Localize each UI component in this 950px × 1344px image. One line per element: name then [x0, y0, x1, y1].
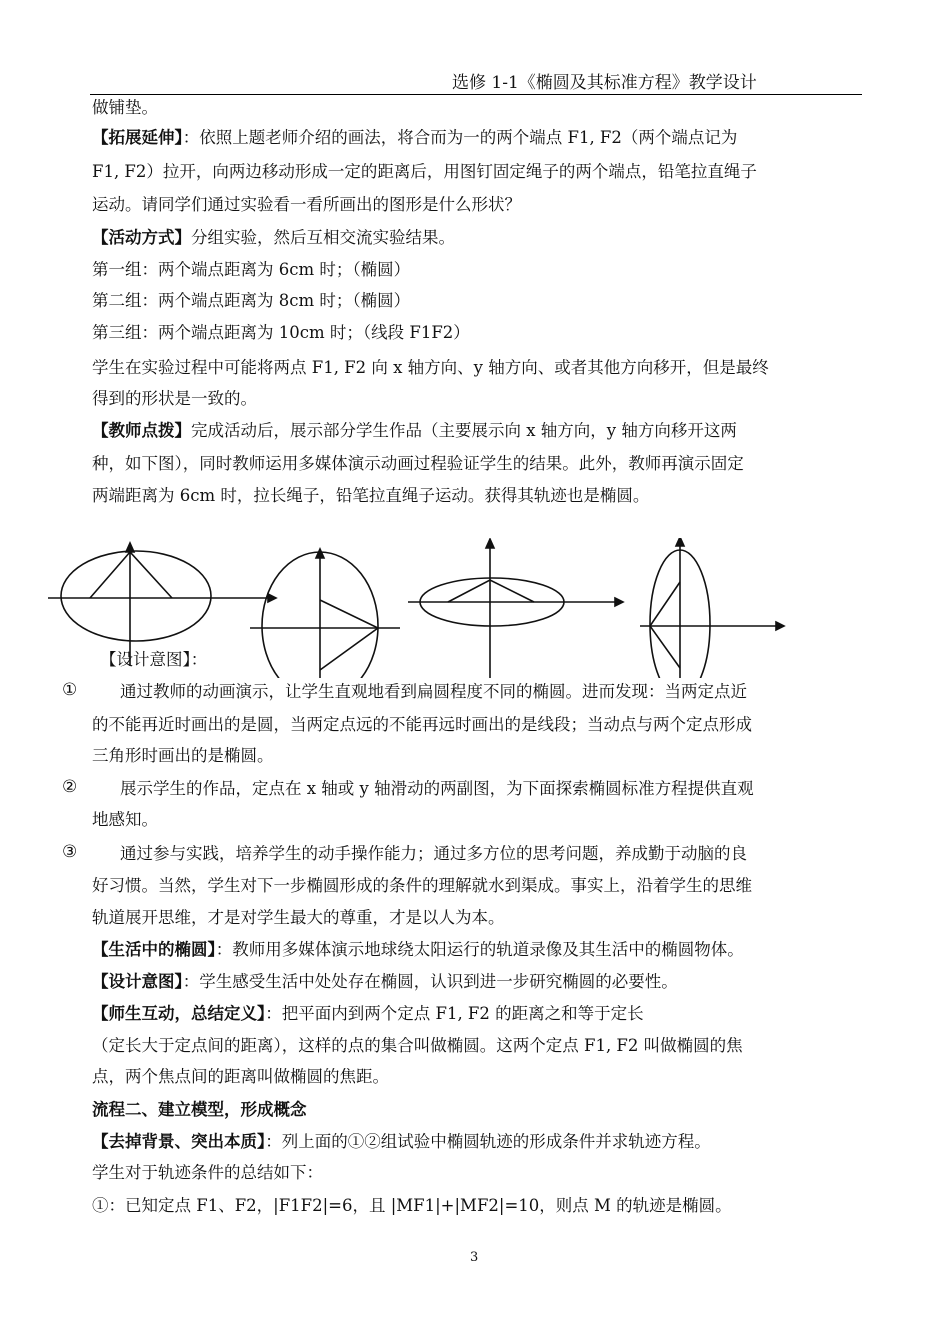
list-marker-1: ① [62, 680, 78, 700]
text-line: 种，如下图），同时教师运用多媒体演示动画过程验证学生的结果。此外，教师再演示固定 [92, 454, 744, 473]
figure-vertical-ellipse [250, 549, 400, 678]
text-span: ：学生感受生活中处处存在椭圆，认识到进一步研究椭圆的必要性。 [182, 972, 678, 991]
y-axis-arrow [676, 538, 684, 546]
text-line: 第二组：两个端点距离为 8cm 时；（椭圆） [92, 291, 411, 310]
text-line: 得到的形状是一致的。 [92, 389, 257, 408]
text-span: ：把平面内到两个定点 F1, F2 的距离之和等于定长 [265, 1004, 644, 1023]
text-line: ①：已知定点 F1、F2，|F1F2|=6，且 |MF1|+|MF2|=10，则点 M 的轨迹是椭圆。 [92, 1196, 732, 1215]
section-label: 【设计意图】 [92, 972, 183, 991]
text-line [92, 228, 455, 248]
text-line: （定长大于定点间的距离），这样的点的集合叫做椭圆。这两个定点 F1, F2 叫做椭圆的焦 [92, 1036, 743, 1055]
string-triangle [320, 600, 378, 670]
figure-narrow-ellipse [640, 538, 784, 678]
text-span: ：教师用多媒体演示地球绕太阳运行的轨道录像及其生活中的椭圆物体。 [215, 940, 744, 959]
y-axis-arrow [486, 539, 494, 548]
text-line: 第三组：两个端点距离为 10cm 时；（线段 F1F2） [92, 323, 470, 342]
text-line [92, 421, 737, 441]
text-line: 好习惯。当然，学生对下一步椭圆形成的条件的理解就水到渠成。事实上，沿着学生的思维 [92, 876, 752, 895]
text-span: ：依照上题老师介绍的画法，将合而为一的两个端点 F1, F2（两个端点记为 [182, 128, 738, 147]
ellipse [61, 551, 211, 641]
x-axis-arrow [615, 598, 623, 606]
section-label: 【去掉背景、突出本质】 [92, 1132, 266, 1151]
text-line: 两端距离为 6cm 时，拉长绳子，铅笔拉直绳子运动。获得其轨迹也是椭圆。 [92, 486, 650, 505]
text-line: 通过参与实践，培养学生的动手操作能力；通过多方位的思考问题，养成勤于动脑的良 [120, 844, 747, 863]
string-triangle [650, 582, 680, 668]
text-line: 展示学生的作品，定点在 x 轴或 y 轴滑动的两副图，为下面探索椭圆标准方程提供直观 [120, 779, 754, 798]
list-marker-2: ② [62, 777, 78, 797]
text-line [92, 1132, 711, 1152]
x-axis-arrow [776, 622, 784, 630]
text-line: F1, F2）拉开，向两边移动形成一定的距离后，用图钉固定绳子的两个端点，铅笔拉直绳子 [92, 162, 757, 181]
header-rule [90, 94, 862, 95]
figure-flat-ellipse [408, 539, 623, 678]
text-line [92, 940, 744, 960]
section-label: 【生活中的椭圆】 [92, 940, 216, 959]
header-title: 选修 1-1《椭圆及其标准方程》教学设计 [452, 73, 757, 93]
section-heading: 流程二、建立模型，形成概念 [92, 1100, 307, 1119]
text-line [92, 972, 678, 992]
text-line: 三角形时画出的是椭圆。 [92, 746, 274, 765]
section-label: 【师生互动，总结定义】 [92, 1004, 266, 1023]
design-intent-heading: 【设计意图】： [100, 650, 208, 669]
text-line: 的不能再近时画出的是圆，当两定点远的不能再远时画出的是线段；当动点与两个定点形成 [92, 715, 752, 734]
string-triangle [448, 580, 534, 602]
list-marker-3: ③ [62, 842, 78, 862]
section-label: 【教师点拨】 [92, 421, 191, 440]
string-triangle [90, 552, 172, 598]
text-line: 第一组：两个端点距离为 6cm 时；（椭圆） [92, 260, 411, 279]
text-span: 完成活动后，展示部分学生作品（主要展示向 x 轴方向，y 轴方向移开这两 [191, 421, 737, 440]
text-line: 轨道展开思维，才是对学生最大的尊重，才是以人为本。 [92, 908, 505, 927]
text-line [92, 128, 737, 148]
text-line: 运动。请同学们通过实验看一看所画出的图形是什么形状？ [92, 195, 521, 214]
x-axis-arrow [268, 594, 276, 602]
text-span: ：列上面的①②组试验中椭圆轨迹的形成条件并求轨迹方程。 [265, 1132, 711, 1151]
section-label: 【拓展延伸】 [92, 128, 183, 147]
section-label: 【活动方式】 [92, 228, 191, 247]
text-line [92, 1004, 644, 1024]
text-line: 学生在实验过程中可能将两点 F1, F2 向 x 轴方向、y 轴方向、或者其他方向移开，但是最终 [92, 358, 769, 377]
text-line: 做铺垫。 [92, 98, 158, 117]
figure-horizontal-ellipse [48, 543, 276, 666]
text-line: 学生对于轨迹条件的总结如下： [92, 1163, 323, 1182]
text-line: 点，两个焦点间的距离叫做椭圆的焦距。 [92, 1067, 389, 1086]
text-span: 分组实验，然后互相交流实验结果。 [191, 228, 455, 247]
text-line: 地感知。 [92, 810, 158, 829]
y-axis-arrow [316, 549, 324, 558]
page-number: 3 [470, 1250, 479, 1265]
text-line: 通过教师的动画演示，让学生直观地看到扁圆程度不同的椭圆。进而发现：当两定点近 [120, 682, 747, 701]
